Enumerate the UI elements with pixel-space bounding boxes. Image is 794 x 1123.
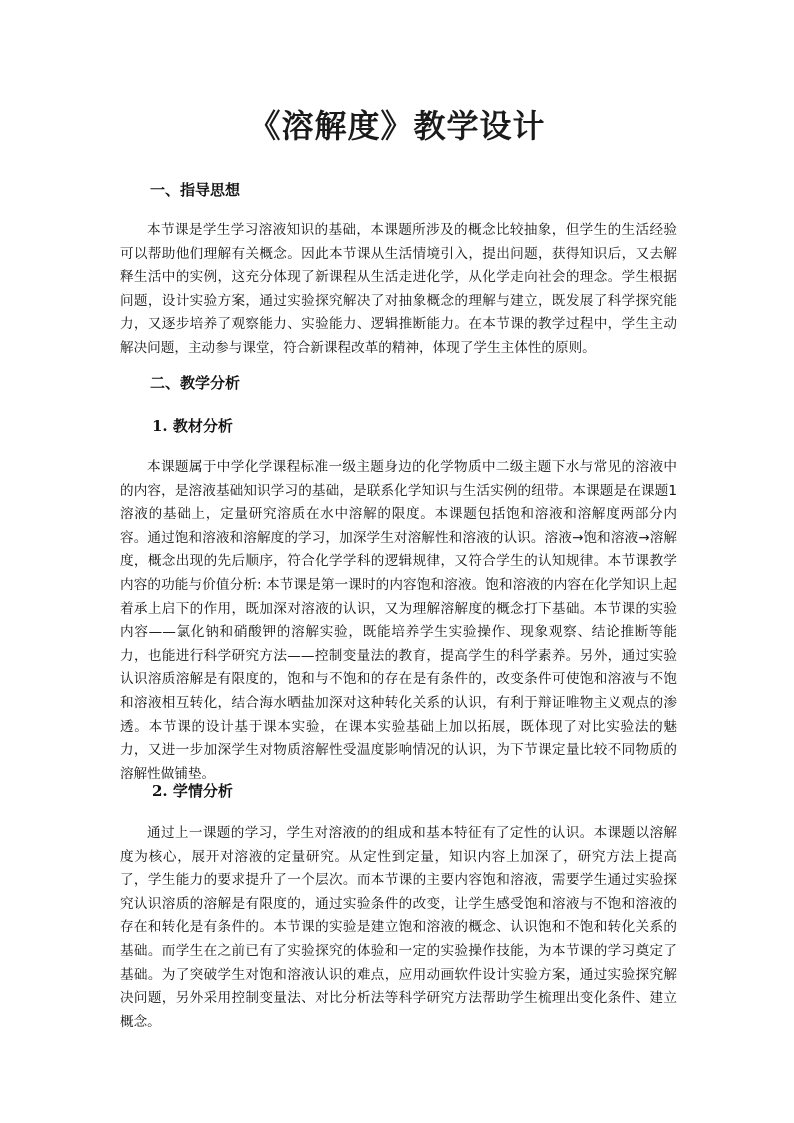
paragraph-textbook-analysis: 本课题属于中学化学课程标准一级主题身边的化学物质中二级主题下水与常见的溶液中的内容，是溶液基础知识学习的基础，是联系化学知识与生活实例的纽带。本课题是在课题1溶液的基础上，定量研究溶质在水中溶解的限度。本课题包括饱和溶液和溶解度两部分内容。通过饱和溶液和溶解度的学习，加深学生对溶解性和溶液的认识。溶液→饱和溶液→溶解度，概念出现的先后顺序，符合化学学科的逻辑规律，又符合学生的认知规律。本节课教学内容的功能与价值分析: 本节课是第一课时的内容饱和溶液。饱和溶液的内容在化学知识上起着承上启下的作用，既加深对溶液的认识，又为理解溶解度的概念打下基础。本节课的实验内容——氯化钠和硝酸钾的溶解实验，既能培养学生实验操作、现象观察、结论推断等能力，也能进行科学研究方法——控制变量法的教育，提高学生的科学素养。另外，通过实验认识溶质溶解是有限度的，饱和与不饱和的存在是有条件的，改变条件可使饱和溶液与不饱和溶液相互转化，结合海水晒盐加深对这种转化关系的认识，有利于辩证唯物主义观点的渗透。本节课的设计基于课本实验，在课本实验基础上加以拓展，既体现了对比实验法的魅力，又进一步加深学生对物质溶解性受温度影响情况的认识，为下节课定量比较不同物质的溶解性做铺垫。	[120, 459, 677, 782]
paragraph-guiding-thought: 本节课是学生学习溶液知识的基础，本课题所涉及的概念比较抽象，但学生的生活经验可以帮助他们理解有关概念。因此本节课从生活情境引入，提出问题，获得知识后，又去解释生活中的实例，这充分体现了新课程从生活走进化学，从化学走向社会的理念。学生根据问题，设计实验方案，通过实验探究解决了对抽象概念的理解与建立，既发展了科学探究能力，又逐步培养了观察能力、实验能力、逻辑推断能力。在本节课的教学过程中，学生主动解决问题，主动参与课堂，符合新课程改革的精神，体现了学生主体性的原则。	[120, 222, 677, 356]
paragraph-student-analysis: 通过上一课题的学习，学生对溶液的的组成和基本特征有了定性的认识。本课题以溶解度为核心，展开对溶液的定量研究。从定性到定量，知识内容上加深了，研究方法上提高了，学生能力的要求提升了一个层次。而本节课的主要内容饱和溶液，需要学生通过实验探究认识溶质的溶解是有限度的，通过实验条件的改变，让学生感受饱和溶液与不饱和溶液的存在和转化是有条件的。本节课的实验是建立饱和溶液的概念、认识饱和不饱和转化关系的基础。而学生在之前已有了实验探究的体验和一定的实验操作技能，为本节课的学习奠定了基础。为了突破学生对饱和溶液认识的难点，应用动画软件设计实验方案，通过实验探究解决问题，另外采用控制变量法、对比分析法等科学研究方法帮助学生梳理出变化条件、建立概念。	[120, 825, 677, 1030]
subsection-heading-textbook-analysis: 1. 教材分析	[152, 417, 233, 435]
document-title: 《溶解度》教学设计	[248, 107, 546, 145]
subsection-heading-student-analysis: 2. 学情分析	[152, 782, 233, 800]
section-heading-teaching-analysis: 二、教学分析	[150, 374, 241, 392]
section-heading-guiding-thought: 一、指导思想	[150, 181, 241, 199]
